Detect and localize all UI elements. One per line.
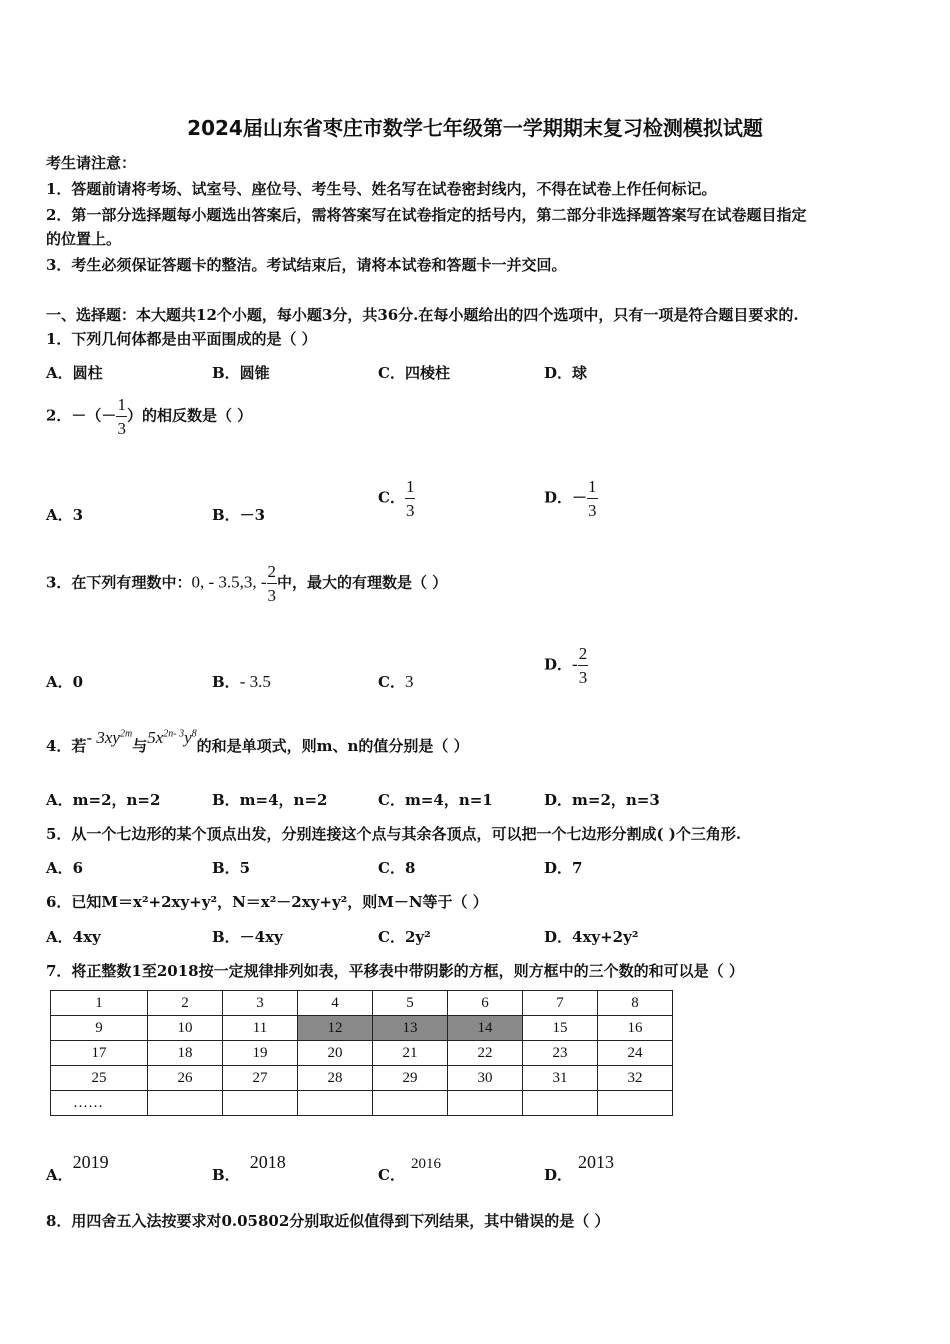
table-cell: 21 <box>373 1041 448 1066</box>
q2-d-fraction <box>587 478 598 519</box>
notice-heading: 考生请注意： <box>46 154 137 172</box>
q3-b-value: - 3.5 <box>239 672 271 691</box>
table-cell: 7 <box>523 991 598 1016</box>
table-cell: 2 <box>148 991 223 1016</box>
table-cell: 1 <box>51 991 148 1016</box>
q4-option-d[interactable]: D．m=2，n=3 <box>544 791 660 809</box>
q3-b-label: B． <box>212 673 240 691</box>
q4-option-c[interactable]: C．m=4，n=1 <box>378 791 493 809</box>
q4-term2-x: 5x <box>147 728 164 747</box>
q2-d-den: 3 <box>587 498 598 519</box>
q2-option-b[interactable]: B．－3 <box>212 506 266 524</box>
q7-d-value: 2013 <box>578 1152 615 1172</box>
table-cell: 20 <box>298 1041 373 1066</box>
question-7-stem: 7．将正整数1至2018按一定规律排列如表，平移表中带阴影的方框，则方框中的三个数的和可以是（ ） <box>46 962 744 980</box>
table-cell <box>598 1091 673 1116</box>
q4-term1 <box>86 728 132 747</box>
table-cell <box>448 1091 523 1116</box>
q3-frac-den: 3 <box>267 583 278 604</box>
q4-suffix: 的和是单项式，则m、n的值分别是（ ） <box>196 737 469 755</box>
q7-option-b[interactable] <box>212 1152 286 1184</box>
table-cell: 23 <box>523 1041 598 1066</box>
q7-option-d[interactable] <box>544 1152 615 1184</box>
table-cell: 14 <box>448 1016 523 1041</box>
table-cell: 16 <box>598 1016 673 1041</box>
q6-option-b[interactable]: B．－4xy <box>212 928 283 946</box>
table-cell: 12 <box>298 1016 373 1041</box>
q2-c-den: 3 <box>405 498 416 519</box>
q3-option-b[interactable] <box>212 671 271 692</box>
q5-option-c[interactable]: C．8 <box>378 859 416 877</box>
table-cell: 17 <box>51 1041 148 1066</box>
question-8-stem: 8．用四舍五入法按要求对0.05802分别取近似值得到下列结果，其中错误的是（ ） <box>46 1212 610 1230</box>
q4-option-b[interactable]: B．m=4，n=2 <box>212 791 328 809</box>
q2-c-label: C． <box>378 488 405 507</box>
table-cell: 3 <box>223 991 298 1016</box>
table-cell: 24 <box>598 1041 673 1066</box>
question-3-stem <box>46 563 447 604</box>
q6-option-d[interactable]: D．4xy+2y² <box>544 928 639 946</box>
table-row <box>51 1091 673 1116</box>
q3-c-value: 3 <box>404 672 414 691</box>
table-row <box>51 1016 673 1041</box>
q3-option-c[interactable] <box>378 671 413 692</box>
table-cell: 32 <box>598 1066 673 1091</box>
q4-term2-y: y <box>184 728 192 747</box>
notice-item-2-cont: 的位置上。 <box>46 230 122 248</box>
q7-option-c[interactable] <box>378 1152 441 1184</box>
table-row <box>51 1041 673 1066</box>
table-cell: 6 <box>448 991 523 1016</box>
table-cell: 28 <box>298 1066 373 1091</box>
q4-term2-yexp: 8 <box>191 728 197 740</box>
q1-option-c[interactable]: C．四棱柱 <box>378 364 450 382</box>
number-table <box>50 990 673 1116</box>
q7-a-label: A． <box>46 1166 73 1184</box>
q3-prefix: 3．在下列有理数中： <box>46 573 192 592</box>
table-cell <box>148 1091 223 1116</box>
table-cell: 4 <box>298 991 373 1016</box>
q3-d-num: 2 <box>578 644 588 663</box>
q7-b-value: 2018 <box>249 1152 286 1172</box>
question-6-stem: 6．已知M＝x²+2xy+y²，N＝x²－2xy+y²，则M－N等于（ ） <box>46 893 488 911</box>
notice-item-2: 2．第一部分选择题每小题选出答案后，需将答案写在试卷指定的括号内，第二部分非选择题答案写在试卷题目指定 <box>46 206 807 224</box>
q3-fraction <box>267 563 278 604</box>
q4-prefix: 4．若 <box>46 737 87 755</box>
q6-option-a[interactable]: A．4xy <box>46 928 101 946</box>
question-1-stem: 1．下列几何体都是由平面围成的是（ ） <box>46 330 317 348</box>
table-cell: 13 <box>373 1016 448 1041</box>
q3-option-a[interactable]: A．0 <box>46 673 84 691</box>
table-cell: 11 <box>223 1016 298 1041</box>
q2-frac-den: 3 <box>116 416 127 437</box>
q2-option-d[interactable] <box>544 478 598 519</box>
q2-prefix: 2．－（－ <box>46 406 117 425</box>
q5-option-a[interactable]: A．6 <box>46 859 84 877</box>
table-cell: 30 <box>448 1066 523 1091</box>
table-cell: 8 <box>598 991 673 1016</box>
q3-suffix: 中，最大的有理数是（ ） <box>277 573 448 592</box>
table-cell: 25 <box>51 1066 148 1091</box>
q3-c-label: C． <box>378 673 405 691</box>
table-cell: 22 <box>448 1041 523 1066</box>
q7-c-value: 2016 <box>410 1156 441 1172</box>
table-row <box>51 991 673 1016</box>
table-cell: 5 <box>373 991 448 1016</box>
q7-option-a[interactable] <box>46 1152 109 1184</box>
q1-option-b[interactable]: B．圆锥 <box>212 364 270 382</box>
page-title: 2024届山东省枣庄市数学七年级第一学期期末复习检测模拟试题 <box>187 116 763 140</box>
table-cell: 15 <box>523 1016 598 1041</box>
q2-d-label: D．－ <box>544 488 588 507</box>
q4-term2 <box>147 728 196 747</box>
table-row <box>51 1066 673 1091</box>
q2-fraction <box>116 396 127 437</box>
q3-d-fraction <box>578 645 589 686</box>
q1-option-a[interactable]: A．圆柱 <box>46 364 103 382</box>
q2-c-num: 1 <box>405 477 415 496</box>
q2-frac-num: 1 <box>117 395 126 414</box>
question-2-stem <box>46 396 252 437</box>
q4-term1-exp: 2m <box>119 728 133 740</box>
q3-d-den: 3 <box>578 665 589 686</box>
q7-b-label: B． <box>212 1166 240 1184</box>
q4-option-a[interactable]: A．m=2，n=2 <box>46 791 161 809</box>
q7-d-label: D． <box>544 1166 573 1184</box>
table-cell: 26 <box>148 1066 223 1091</box>
table-cell: 27 <box>223 1066 298 1091</box>
q3-numbers: 0, - 3.5,3, - <box>191 572 267 592</box>
q6-option-c[interactable]: C．2y² <box>378 928 431 946</box>
q4-term1-base: - 3xy <box>86 728 120 747</box>
q2-option-a[interactable]: A．3 <box>46 506 84 524</box>
table-cell: 10 <box>148 1016 223 1041</box>
q4-mid: 与 <box>132 737 148 755</box>
q3-option-d[interactable] <box>544 645 588 686</box>
question-5-stem: 5．从一个七边形的某个顶点出发，分别连接这个点与其余各顶点，可以把一个七边形分割成( )个三角形. <box>46 825 742 843</box>
table-cell <box>223 1091 298 1116</box>
question-4-stem <box>46 728 469 756</box>
q5-option-d[interactable]: D．7 <box>544 859 583 877</box>
q3-d-label: D． <box>544 655 573 674</box>
q2-d-num: 1 <box>588 477 597 496</box>
notice-item-1: 1．答题前请将考场、试室号、座位号、考生号、姓名写在试卷密封线内，不得在试卷上作任何标记。 <box>46 180 717 198</box>
table-cell <box>523 1091 598 1116</box>
q3-d-sign: - <box>572 654 578 674</box>
q1-option-d[interactable]: D．球 <box>544 364 588 382</box>
table-cell: …… <box>51 1091 148 1116</box>
q2-c-fraction <box>405 478 416 519</box>
table-cell: 19 <box>223 1041 298 1066</box>
q7-c-label: C． <box>378 1166 405 1184</box>
q7-a-value: 2019 <box>72 1152 109 1172</box>
notice-item-3: 3．考生必须保证答题卡的整洁。考试结束后，请将本试卷和答题卡一并交回。 <box>46 256 567 274</box>
table-cell: 18 <box>148 1041 223 1066</box>
table-cell: 29 <box>373 1066 448 1091</box>
table-cell: 31 <box>523 1066 598 1091</box>
table-cell <box>298 1091 373 1116</box>
q5-option-b[interactable]: B．5 <box>212 859 251 877</box>
q4-term2-xexp: 2n- 3 <box>163 728 185 740</box>
section-heading: 一、选择题：本大题共12个小题，每小题3分，共36分.在每小题给出的四个选项中，只有一项是符合题目要求的. <box>46 306 799 324</box>
q2-option-c[interactable] <box>378 478 415 519</box>
table-cell: 9 <box>51 1016 148 1041</box>
q3-frac-num: 2 <box>267 562 277 581</box>
table-cell <box>373 1091 448 1116</box>
q2-suffix: ）的相反数是（ ） <box>126 406 253 425</box>
